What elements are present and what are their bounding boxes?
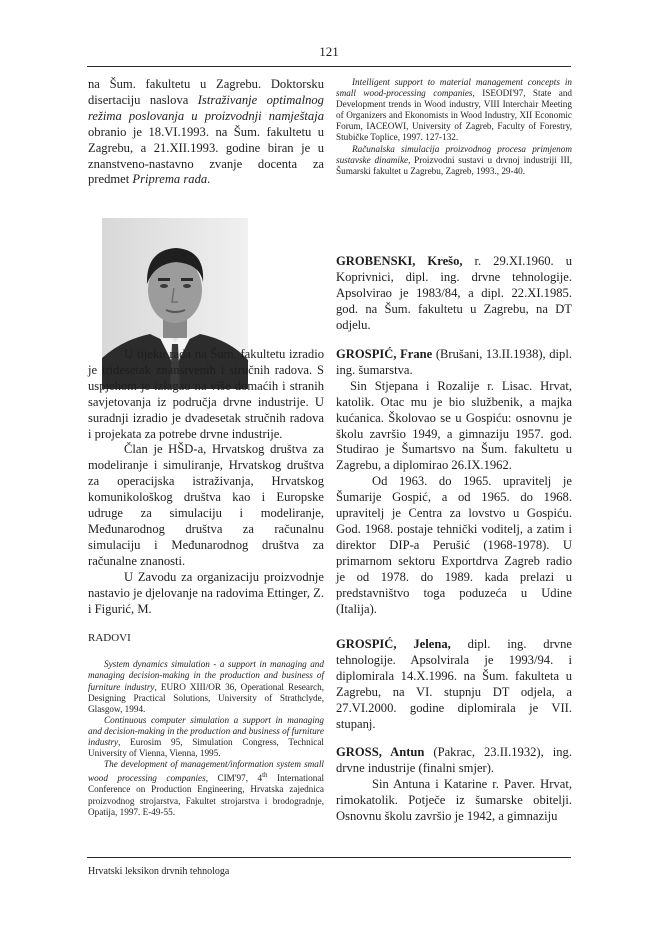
bio-paragraph-3: U Zavodu za organizaciju proizvodnje nastavio je djelovanje na radovima Ettinger, Z. i Figurić, M. [88, 569, 324, 616]
work-item: Računalska simulacija proizvodnog procesa primjenom sustavske dinamike, Proizvodni sustavi u drvnoj industriji III, Šumarski fakultet u Zagrebu, Zagreb, 1993., 29-40. [336, 143, 572, 176]
entry-paragraph: Od 1963. do 1965. upravitelj je Šumarije Gospić, a od 1965. do 1968. upravitelj je Centra za lovstvo u Gospiću. God. 1968. postaje tehnički voditelj, a zatim i direktor DIP-a Perušić (1968-1978). U primarnom sektoru Exportdrva Zagreb radio je od 1978. do 1989. kada prelazi u predstavništvo toga poduzeća u Udine (Italija). [336, 474, 572, 616]
bio-paragraph-1: U tijeku rada na Šum. fakultetu izradio je tridesetak znanstvenih i stručnih radova. S uspjehom je izlagao na više domaćih i stranih savjetovanja iz područja drvne industrije. U suradnji izradio je dvadesetak stručnih radova i projekata za potrebe drvne industrije. [88, 347, 324, 441]
footer-title: Hrvatski leksikon drvnih tehnologa [88, 866, 230, 877]
right-column-works [336, 77, 572, 177]
entry-gross [336, 745, 572, 825]
entry-paragraph: Sin Antuna i Katarine r. Paver. Hrvat, rimokatolik. Potječe iz šumarske obitelji. Osnovnu školu završio je 1942, a gimnaziju [336, 776, 572, 823]
entry-name: GROSPIĆ, Jelena, [336, 637, 451, 651]
entry-name: GROSS, Antun [336, 745, 425, 759]
entry-text: (Brušani, 13.II.1938), dipl. ing. šumarstva. [336, 347, 572, 377]
bio-paragraph-2: Član je HŠD-a, Hrvatskog društva za modeliranje i simuliranje, Hrvatskog društva za operacijska istraživanja, Hrvatskog komunikološkog društva kao i Europske udruge za simulaciju i modeliranje, Međunarodnog društva za računalnu simulaciju i Međunarodnog društva za računalne znanosti. [88, 442, 324, 568]
header-rule [87, 66, 571, 67]
entry-name: GROBENSKI, Krešo, [336, 254, 463, 268]
entry-text: r. 29.XI.1960. u Koprivnici, dipl. ing. drvne tehnologije. Apsolvirao je 1983/84, a dipl. 22.XI.1985. god. na Šum. fakultetu u Zagrebu, na DT odjelu. [336, 254, 572, 332]
entry-name: GROSPIĆ, Frane [336, 347, 433, 361]
works-heading: RADOVI [88, 632, 131, 645]
entry-grospic-jelena [336, 637, 572, 732]
entry-paragraph: Sin Stjepana i Rozalije r. Lisac. Hrvat, katolik. Otac mu je bio službenik, a majka kućanica. Školovao se u Gospiću: osnovnu je školu završio 1949, a gimnaziju 1957. god. Studirao je Šumartsvo na Šum. fakultetu u Zagrebu, a diplomirao 26.IX.1962. [336, 378, 572, 473]
entry-text: dipl. ing. drvne tehnologije. Apsolvirala je 1993/94. i diplomirala 14.X.1996. na Šum. fakulteta u Zagrebu, na VI. stupnju DT odjela, a 27.VI.2000. godine diplomirala je VII. stupanj. [336, 637, 572, 731]
entry-text: (Pakrac, 23.II.1932), ing. drvne industrije (finalni smjer). [336, 745, 572, 775]
entry-grospic-frane [336, 347, 572, 617]
work-item: The development of management/information system small wood processing companies, CIM'97, 4th International Conference on Production Engineering, Hrvatska zajednica proizvodnog strojarstva, Fakultet strojarstva i brodogradnje, Opatija, 1997. E-49-55. [88, 759, 324, 817]
work-item: System dynamics simulation - a support in managing and managing decision-making in the production and business of furniture industry, EURO XIII/OR 36, Operational Research, Designing Practical Solutions, University of Strathclyde, Glasgow, 1994. [88, 659, 324, 714]
work-item: Continuous computer simulation a support in managing and decision-making in the production and business of furniture industry, Eurosim 95, Simulation Congress, Technical University of Vienna, Vienna, 1995. [88, 714, 324, 759]
page-number: 121 [319, 44, 339, 59]
left-column-top [88, 77, 324, 188]
biography-continuation: na Šum. fakultetu u Zagrebu. Doktorsku disertaciju naslova Istraživanje optimalnog režima poslovanja u proizvodnji namještaja obranio je 18.VI.1993. na Šum. fakultetu u Zagrebu, a 21.XII.1993. godine biran je u znanstveno-nastavno zvanje docenta za predmet Priprema rada. [88, 77, 324, 187]
entry-grobenski [336, 254, 572, 334]
work-item: Intelligent support to material management concepts in small wood-processing companies, ISEODI'97, State and Development trends in Wood industry, VIII Interchair Meeting of Organizers and Ekonomists in Wood Industry, XII Economic Forum, IACEOWI, University of Zagreb, Faculty of Forestry, Stubičke Toplice, 1997. 127-132. [336, 77, 573, 143]
left-column-main [88, 347, 324, 818]
footer-rule [87, 857, 571, 858]
